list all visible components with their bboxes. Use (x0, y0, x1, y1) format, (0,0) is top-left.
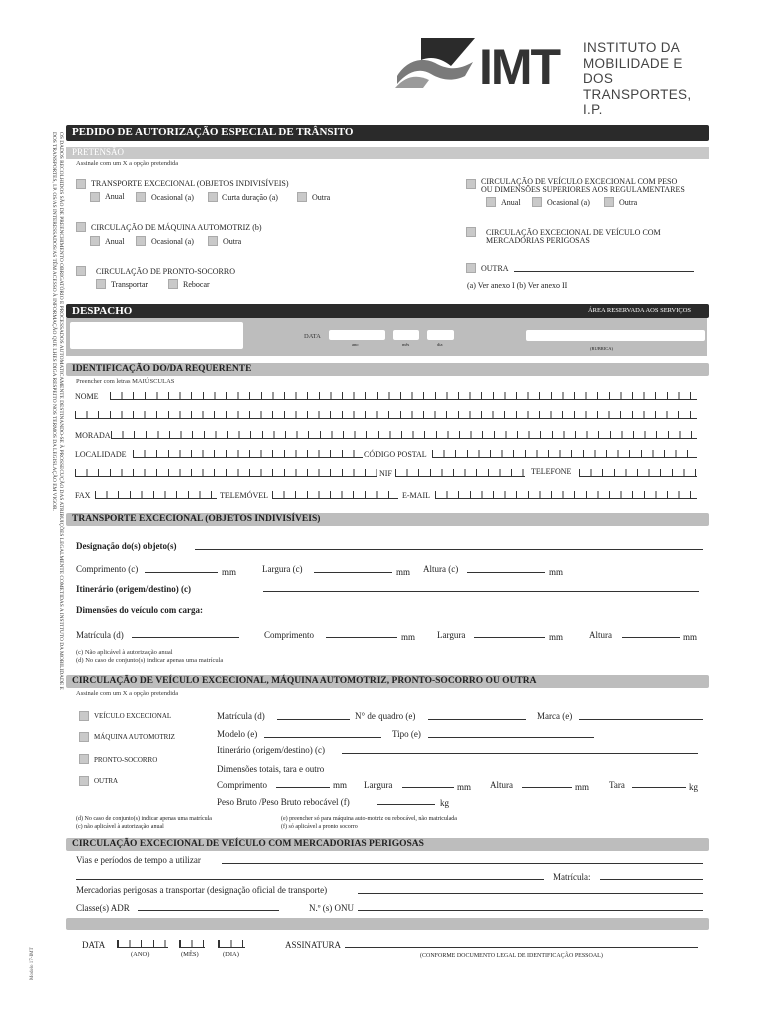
t-largura-unit: mm (396, 567, 411, 577)
morada-input-2[interactable] (75, 469, 377, 477)
c-itinerario-input[interactable] (342, 753, 698, 754)
checkbox-transporte-excecional[interactable] (76, 179, 86, 189)
telefone-input[interactable] (579, 469, 697, 477)
sig-year-caption: (ANO) (131, 951, 150, 958)
veiculo-anual-label: Anual (501, 198, 521, 207)
veiculo-excecional-label-2: OU DIMENSÕES SUPERIORES AOS REGULAMENTARES (481, 185, 685, 194)
email-input[interactable] (435, 491, 697, 499)
c-comprimento-unit: mm (333, 780, 348, 790)
t-comprimento2-input[interactable] (326, 637, 397, 638)
t-comprimento2-label: Comprimento (264, 630, 314, 640)
vias-input-1[interactable] (222, 863, 703, 864)
despacho-month-caption: mês (402, 342, 410, 347)
circulacao-hint: Assinale com um X a opção pretendida (76, 690, 179, 697)
c-largura-label: Largura (364, 780, 393, 790)
c-altura-input[interactable] (522, 787, 572, 788)
veiculo-ocasional-label: Ocasional (a) (547, 198, 590, 207)
checkbox-transporte-anual[interactable] (90, 192, 100, 202)
t-itinerario-label: Itinerário (origem/destino) (c) (76, 584, 191, 594)
checkbox-maquina-automotriz[interactable] (76, 222, 86, 232)
checkbox-veiculo-excecional[interactable] (466, 179, 476, 189)
checkbox-c-outra[interactable] (79, 776, 89, 786)
checkbox-c-pronto[interactable] (79, 754, 89, 764)
t-altura-label: Altura (c) (423, 564, 459, 574)
sig-date-label: DATA (82, 940, 106, 950)
mercadorias-perigosas-label-2: MERCADORIAS PERIGOSAS (486, 236, 590, 245)
onu-input[interactable] (358, 910, 703, 911)
t-comprimento-label: Comprimento (c) (76, 564, 139, 574)
circulacao-header: CIRCULAÇÃO DE VEÍCULO EXCECIONAL, MÁQUINA AUTOMOTRIZ, PRONTO-SOCORRO OU OUTRA (66, 675, 709, 688)
c-tara-input[interactable] (632, 787, 686, 788)
despacho-day-caption: dia (437, 342, 443, 347)
transporte-outra-label: Outra (312, 193, 331, 202)
veiculo-outra-label: Outra (619, 198, 638, 207)
nome-label: NOME (75, 392, 99, 401)
t-altura-input[interactable] (467, 572, 545, 573)
sig-day-caption: (DIA) (223, 951, 239, 958)
c-dimensoes-label: Dimensões totais, tara e outro (217, 764, 325, 774)
t-altura2-input[interactable] (622, 637, 680, 638)
checkbox-pronto-rebocar[interactable] (168, 279, 178, 289)
despacho-rubrica-box[interactable] (526, 330, 705, 341)
checkbox-maquina-anual[interactable] (90, 236, 100, 246)
maquina-anual-label: Anual (105, 237, 125, 246)
t-largura2-unit: mm (549, 632, 564, 642)
checkbox-maquina-ocasional[interactable] (136, 236, 146, 246)
mercadorias-input[interactable] (358, 893, 703, 894)
maquina-ocasional-label: Ocasional (a) (151, 237, 194, 246)
checkbox-transporte-ocasional[interactable] (136, 192, 146, 202)
c-largura-unit: mm (457, 782, 472, 792)
c-tipo-label: Tipo (e) (392, 729, 421, 739)
t-matricula-input[interactable] (132, 637, 239, 638)
designacao-input[interactable] (195, 549, 703, 550)
maquina-automotriz-label: CIRCULAÇÃO DE MÁQUINA AUTOMOTRIZ (b) (91, 223, 262, 232)
c-peso-input[interactable] (377, 804, 435, 805)
despacho-text-box[interactable] (70, 322, 243, 349)
checkbox-maquina-outra[interactable] (208, 236, 218, 246)
veiculo-excecional-label-1: CIRCULAÇÃO DE VEÍCULO EXCECIONAL COM PESO (481, 177, 678, 186)
c-quadro-input[interactable] (428, 719, 526, 720)
checkbox-pronto-socorro[interactable] (76, 266, 86, 276)
fax-label: FAX (75, 491, 91, 500)
form-title: PEDIDO DE AUTORIZAÇÃO ESPECIAL DE TRÂNSITO (66, 125, 709, 141)
c-comprimento-input[interactable] (276, 787, 330, 788)
p-matricula-label: Matrícula: (553, 872, 591, 882)
checkbox-transporte-curta[interactable] (208, 192, 218, 202)
c-modelo-input[interactable] (264, 737, 381, 738)
nif-input[interactable] (395, 469, 525, 477)
vias-label: Vias e períodos de tempo a utilizar (76, 855, 201, 865)
signature-bar (66, 918, 709, 930)
t-dimensoes-label: Dimensões do veículo com carga: (76, 605, 203, 615)
c-modelo-label: Modelo (e) (217, 729, 258, 739)
outra-input-line[interactable] (514, 271, 694, 272)
t-largura-input[interactable] (314, 572, 392, 573)
c-maquina-label: MÁQUINA AUTOMOTRIZ (94, 733, 175, 741)
t-comprimento2-unit: mm (401, 632, 416, 642)
sig-day-input[interactable] (218, 940, 245, 948)
c-outra-label: OUTRA (94, 777, 119, 785)
despacho-year-caption: ano (352, 342, 359, 347)
c-peso-label: Peso Bruto /Peso Bruto rebocável (f) (217, 797, 350, 807)
despacho-date-label: DATA (304, 333, 321, 340)
pronto-transportar-label: Transportar (111, 280, 149, 289)
despacho-day-box[interactable] (427, 330, 454, 340)
c-note-e: (e) preencher só para máquina auto-motriz ou rebocável, não matriculada (281, 816, 457, 822)
c-note-f: (f) só aplicável a pronto socorro (281, 824, 358, 830)
c-comprimento-label: Comprimento (217, 780, 267, 790)
classe-adr-label: Classe(s) ADR (76, 903, 130, 913)
checkbox-outra[interactable] (466, 263, 476, 273)
checkbox-pronto-transportar[interactable] (96, 279, 106, 289)
t-altura2-unit: mm (683, 632, 698, 642)
c-altura-label: Altura (490, 780, 513, 790)
signature-label: ASSINATURA (285, 940, 342, 950)
fax-input[interactable] (95, 491, 217, 499)
reserved-area-label: ÁREA RESERVADA AOS SERVIÇOS (587, 307, 691, 314)
c-itinerario-label: Itinerário (origem/destino) (c) (217, 745, 325, 755)
c-altura-unit: mm (575, 782, 590, 792)
morada-input-1[interactable] (111, 431, 697, 439)
telemovel-input[interactable] (272, 491, 398, 499)
onu-label: N.º (s) ONU (309, 903, 355, 913)
vias-input-2[interactable] (76, 879, 544, 880)
side-privacy-note: OS DADOS RECOLHIDOS SÃO DE PREENCHIMENTO OBRIGATÓRIO E PROCESSADOS AUTOMATICAMENTE DESTINANDO-SE À PROSSECUÇÃO DAS ATRIBUIÇÕES LEGALMENTE COMETIDAS A INSTITUTO DA MOBILIDADE E DOS TRANSPORTES, I.P. OS/AS INTERESSADOS/AS TÊM ACESSO À INFORMAÇÃO QUE LHES DIGA RESPEITO NOS TERMOS DA LEGISLAÇÃO EM VIGOR. (51, 132, 64, 690)
t-note-d: (d) No caso de conjunto(s) indicar apenas uma matrícula (76, 657, 224, 664)
t-comprimento-input[interactable] (145, 572, 218, 573)
morada-label: MORADA (75, 431, 111, 440)
t-comprimento-unit: mm (222, 567, 237, 577)
maquina-outra-label: Outra (223, 237, 242, 246)
transporte-header: TRANSPORTE EXCECIONAL (OBJETOS INDIVISÍVEIS) (66, 513, 709, 526)
requerente-header: IDENTIFICAÇÃO DO/DA REQUERENTE (66, 363, 709, 376)
t-largura2-input[interactable] (474, 637, 545, 638)
t-note-c: (c) Não aplicável à autorização anual (76, 649, 173, 656)
codigo-postal-input[interactable] (432, 450, 697, 458)
codigo-postal-label: CÓDIGO POSTAL (364, 450, 427, 459)
c-pronto-label: PRONTO-SOCORRO (94, 756, 158, 764)
signature-input[interactable] (345, 947, 698, 948)
t-itinerario-input[interactable] (263, 591, 699, 592)
checkbox-c-veiculo[interactable] (79, 711, 89, 721)
nif-label: NIF (379, 469, 392, 478)
c-note-c: (c) não aplicável à autorização anual (76, 824, 164, 830)
signature-caption: (CONFORME DOCUMENTO LEGAL DE IDENTIFICAÇÃO PESSOAL) (420, 953, 603, 959)
sig-month-caption: (MÊS) (181, 951, 199, 958)
t-largura-label: Largura (c) (262, 564, 303, 574)
logo-wave-icon (393, 36, 479, 96)
transporte-ocasional-label: Ocasional (a) (151, 193, 194, 202)
requerente-hint: Preencher com letras MAIÚSCULAS (76, 378, 175, 385)
c-largura-input[interactable] (402, 787, 454, 788)
c-tipo-input[interactable] (428, 737, 594, 738)
checkbox-veiculo-anual[interactable] (486, 197, 496, 207)
outra-label: OUTRA (481, 264, 509, 273)
sig-year-input[interactable] (117, 940, 168, 948)
classe-adr-input[interactable] (138, 910, 279, 911)
pretensao-header: PRETENSÃO (66, 147, 709, 159)
p-matricula-input[interactable] (600, 879, 703, 880)
localidade-input[interactable] (133, 450, 363, 458)
transporte-excecional-label: TRANSPORTE EXCECIONAL (OBJETOS INDIVISÍVEIS) (91, 179, 289, 188)
pretensao-hint: Assinale com um X a opção pretendida (76, 160, 179, 167)
mercadorias-label: Mercadorias perigosas a transportar (designação oficial de transporte) (76, 885, 328, 895)
t-altura-unit: mm (549, 567, 564, 577)
checkbox-c-maquina[interactable] (79, 732, 89, 742)
despacho-year-box[interactable] (329, 330, 385, 340)
sig-month-input[interactable] (179, 940, 205, 948)
nome-input-1[interactable] (110, 392, 697, 400)
transporte-curta-label: Curta duração (a) (222, 193, 278, 202)
pronto-socorro-label: CIRCULAÇÃO DE PRONTO-SOCORRO (96, 267, 235, 276)
perigosas-header: CIRCULAÇÃO EXCECIONAL DE VEÍCULO COM MERCADORIAS PERIGOSAS (66, 838, 709, 851)
checkbox-transporte-outra[interactable] (297, 192, 307, 202)
t-altura2-label: Altura (589, 630, 612, 640)
despacho-rubrica-caption: (RUBRICA) (590, 346, 614, 351)
c-marca-label: Marca (e) (537, 711, 573, 721)
t-largura2-label: Largura (437, 630, 466, 640)
logo-imt-text: IMT (479, 39, 560, 95)
c-matricula-input[interactable] (277, 719, 350, 720)
despacho-month-box[interactable] (393, 330, 419, 340)
nome-input-2[interactable] (75, 411, 697, 419)
telemovel-label: TELEMÓVEL (220, 491, 268, 500)
c-peso-unit: kg (440, 798, 449, 808)
telefone-label: TELEFONE (531, 467, 572, 476)
c-tara-unit: kg (689, 782, 698, 792)
c-tara-label: Tara (609, 780, 625, 790)
c-note-d: (d) No caso de conjunto(s) indicar apenas uma matrícula (76, 816, 212, 822)
logo-institute-name: INSTITUTO DA MOBILIDADE E DOS TRANSPORTES, I.P. (583, 40, 692, 117)
c-quadro-label: N° de quadro (e) (355, 711, 416, 721)
c-veiculo-label: VEÍCULO EXCECIONAL (94, 712, 172, 720)
checkbox-veiculo-ocasional[interactable] (532, 197, 542, 207)
despacho-header: DESPACHO ÁREA RESERVADA AOS SERVIÇOS (66, 304, 709, 318)
pretensao-notes: (a) Ver anexo I (b) Ver anexo II (467, 281, 568, 290)
c-marca-input[interactable] (579, 719, 703, 720)
localidade-label: LOCALIDADE (75, 450, 127, 459)
pronto-rebocar-label: Rebocar (183, 280, 210, 289)
designacao-label: Designação do(s) objeto(s) (76, 541, 177, 551)
checkbox-veiculo-outra[interactable] (604, 197, 614, 207)
checkbox-mercadorias-perigosas[interactable] (466, 227, 476, 237)
email-label: E-MAIL (402, 491, 430, 500)
mercadorias-perigosas-label-1: CIRCULAÇÃO EXCECIONAL DE VEÍCULO COM (486, 228, 661, 237)
c-matricula-label: Matrícula (d) (217, 711, 265, 721)
form-model-code: Modelo 17-IMT (30, 947, 35, 980)
t-matricula-label: Matrícula (d) (76, 630, 124, 640)
imt-logo (393, 36, 713, 117)
transporte-anual-label: Anual (105, 192, 125, 201)
